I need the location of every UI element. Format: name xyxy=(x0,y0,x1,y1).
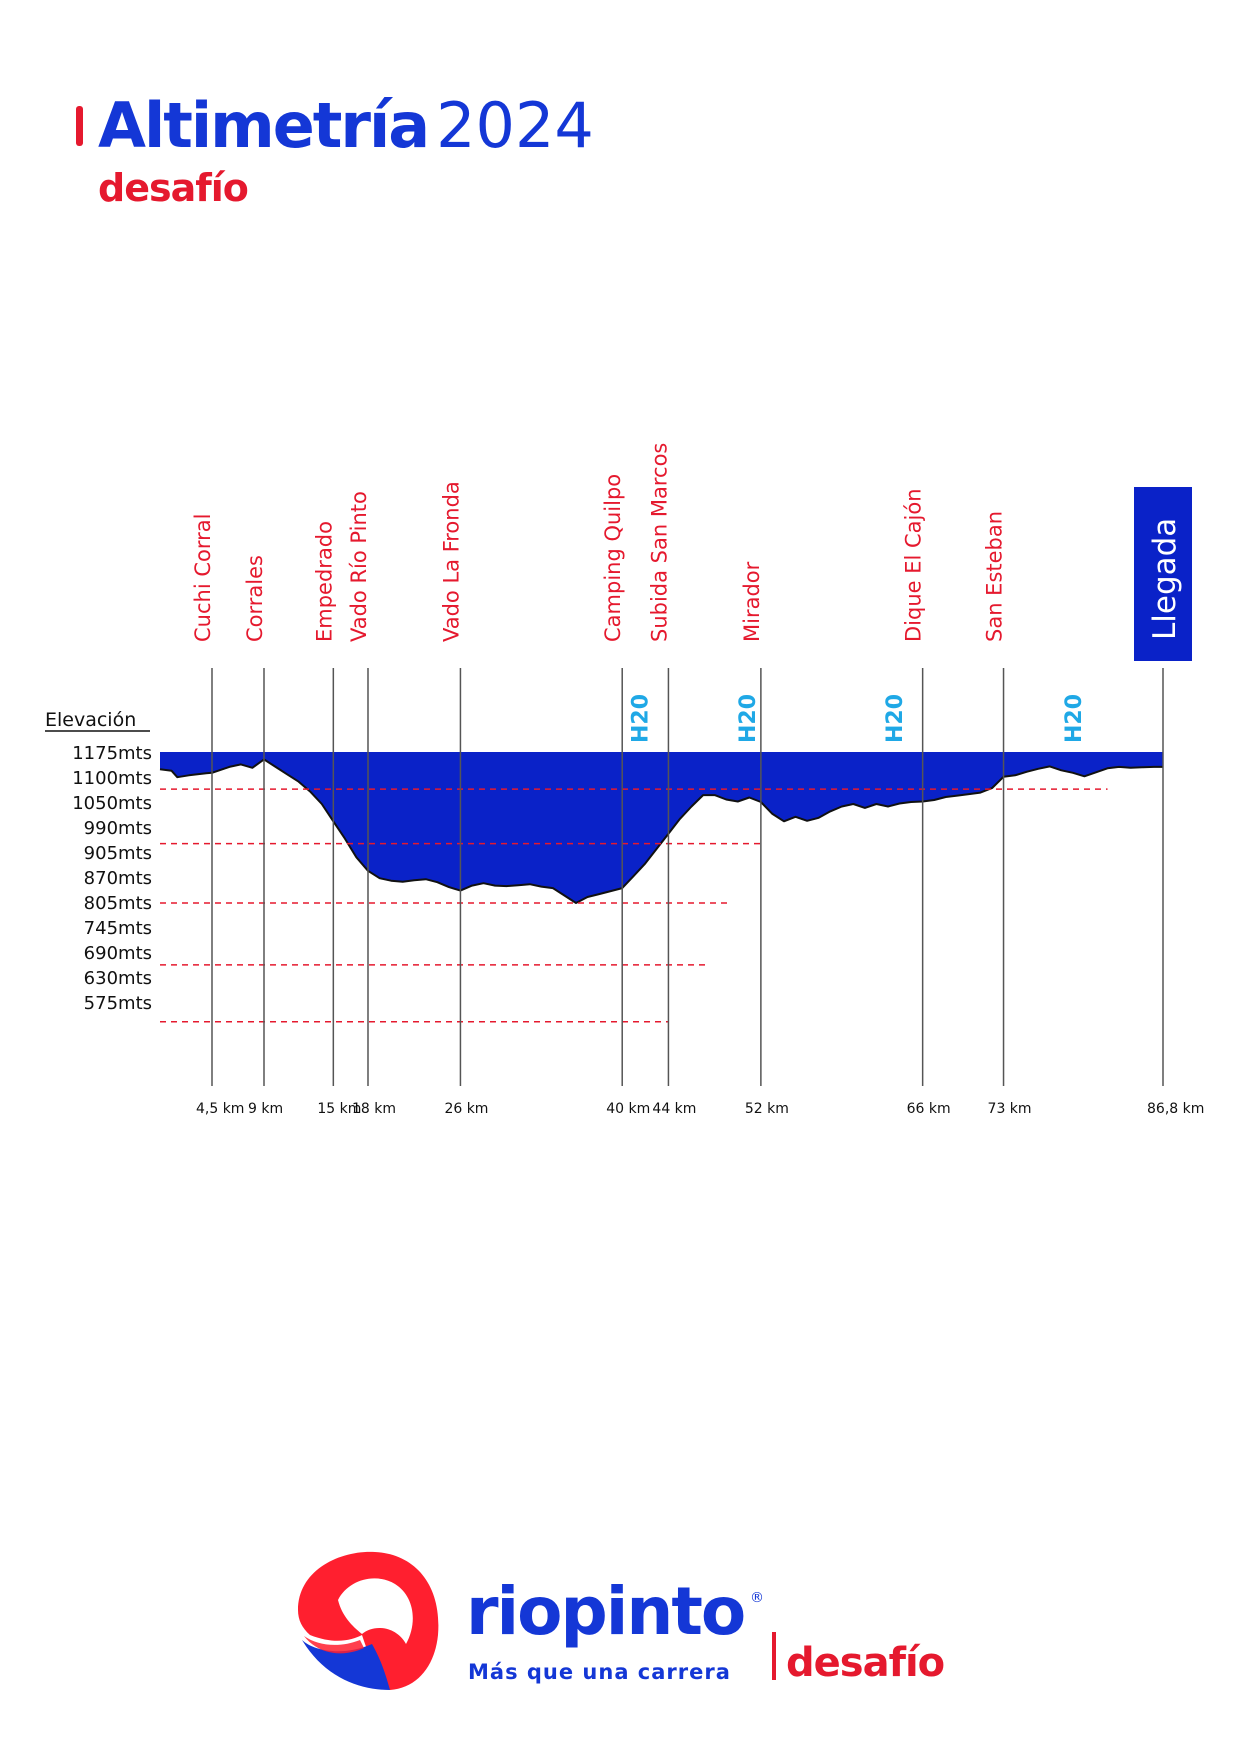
checkpoint-label: Cuchi Corral xyxy=(190,513,215,642)
y-tick-label: 1050mts xyxy=(72,793,152,814)
subtitle: desafío xyxy=(98,166,248,210)
y-tick-label: 690mts xyxy=(83,943,152,964)
checkpoint-label: Corrales xyxy=(242,555,267,642)
y-tick-label: 575mts xyxy=(83,993,152,1014)
riopinto-logo-icon xyxy=(290,1540,450,1700)
km-label: 4,5 km xyxy=(195,1101,245,1117)
y-tick-label: 990mts xyxy=(83,818,152,839)
y-tick-label: 630mts xyxy=(83,968,152,989)
y-tick-label: 1100mts xyxy=(72,768,152,789)
y-tick-label: 1175mts xyxy=(72,743,152,764)
brand-registered: ® xyxy=(750,1590,764,1606)
y-tick-label: 805mts xyxy=(83,893,152,914)
km-label: 86,8 km xyxy=(1147,1101,1205,1117)
checkpoint-label: Vado Río Pinto xyxy=(346,491,371,642)
checkpoint-label: Vado La Fronda xyxy=(439,481,464,642)
km-label: 66 km xyxy=(906,1101,951,1117)
y-tick-label: 745mts xyxy=(83,918,152,939)
y-tick-label: 905mts xyxy=(83,843,152,864)
km-label: 73 km xyxy=(987,1101,1032,1117)
checkpoint-label: Empedrado xyxy=(312,521,337,642)
water-station-label: H20 xyxy=(1061,693,1087,743)
brand-name: riopinto xyxy=(466,1573,745,1650)
y-tick-label: 870mts xyxy=(83,868,152,889)
checkpoint-label: Subida San Marcos xyxy=(647,442,672,642)
km-label: 52 km xyxy=(744,1101,789,1117)
checkpoint-label: San Esteban xyxy=(982,510,1007,642)
footer-divider xyxy=(772,1632,776,1680)
water-station-label: H20 xyxy=(882,693,908,743)
brand-tagline: Más que una carrera xyxy=(468,1660,731,1684)
water-station-label: H20 xyxy=(628,693,654,743)
title-word: Altimetría xyxy=(98,89,429,162)
km-label: 18 km xyxy=(351,1101,397,1117)
checkpoint-label: Dique El Cajón xyxy=(901,488,926,642)
km-label: 26 km xyxy=(444,1101,489,1117)
title-year: 2024 xyxy=(436,89,594,162)
km-label: 9 km xyxy=(247,1101,284,1117)
km-label: 44 km xyxy=(652,1101,697,1117)
km-label: 40 km xyxy=(606,1101,651,1117)
water-station-label: H20 xyxy=(736,693,762,743)
km-label: 15 km xyxy=(317,1101,362,1117)
checkpoint-label: Camping Quilpo xyxy=(601,473,626,642)
footer-event: desafío xyxy=(786,1640,945,1686)
checkpoint-label: Mirador xyxy=(739,561,764,642)
finish-label: Llegada xyxy=(1147,517,1183,640)
y-axis-title: Elevación xyxy=(45,709,137,731)
